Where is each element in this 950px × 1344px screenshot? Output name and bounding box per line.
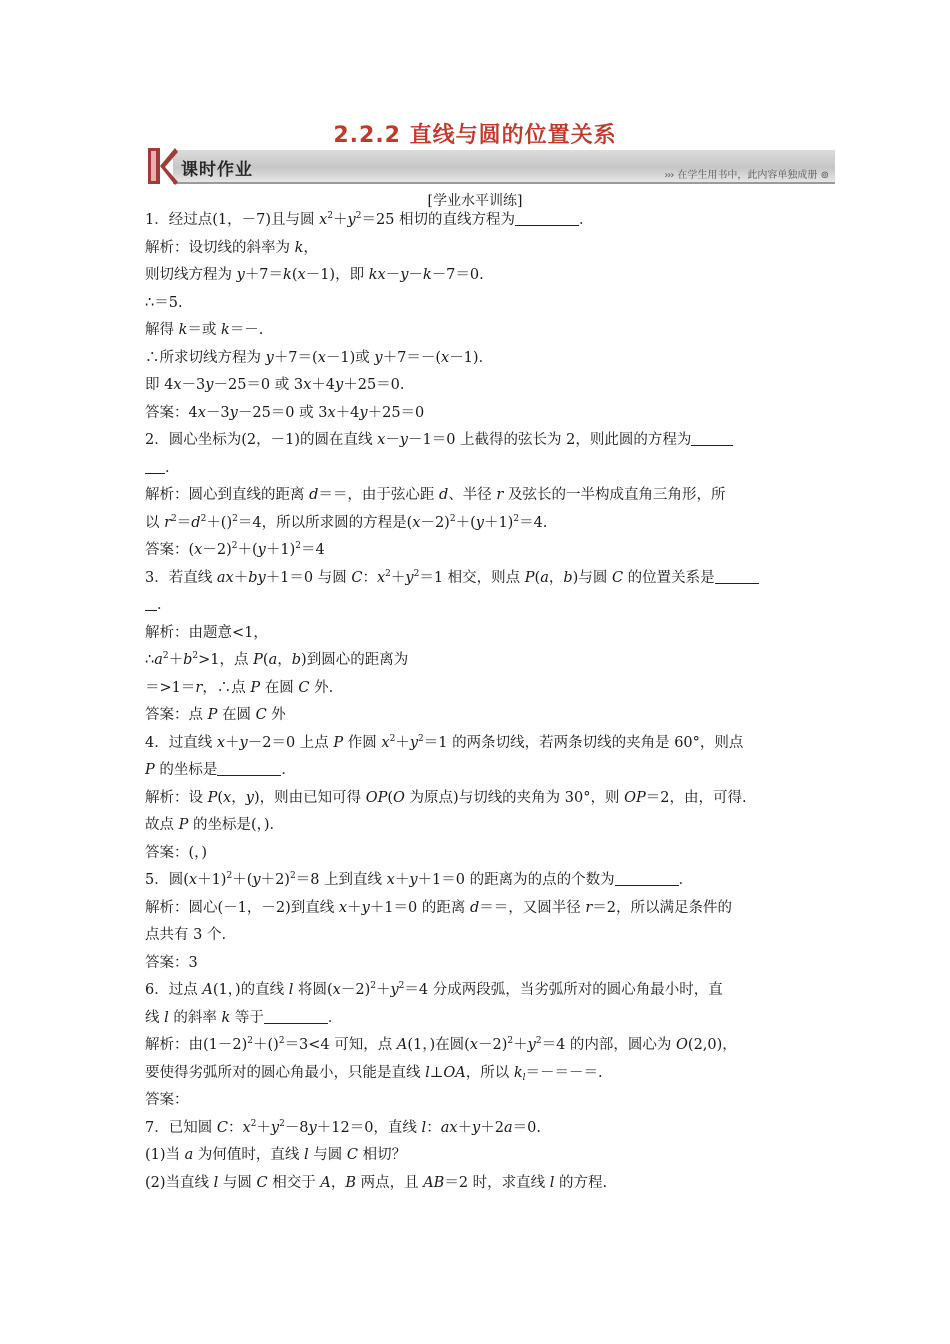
q6-answer: 答案： [145, 1092, 189, 1108]
q5-solution-1: 解析：圆心(－1，－2)到直线 x＋y＋1＝0 的距离 d＝＝，又圆半径 r＝2，所以满足条件的 [145, 899, 733, 916]
q1-solution-5: ∴所求切线方程为 y＋7＝(x－1)或 y＋7＝－(x－1)． [145, 349, 494, 366]
q1-solution-3: ∴＝5. [145, 294, 183, 311]
q4-solution-2: 故点 P 的坐标是(，)． [145, 817, 285, 833]
answer-blank [264, 1007, 328, 1024]
q1-answer: 答案：4x－3y－25＝0 或 3x＋4y＋25＝0 [145, 404, 425, 421]
q7-part-1: (1)当 a 为何值时，直线 l 与圆 C 相切？ [145, 1147, 407, 1163]
page-title: 2.2.2 直线与圆的位置关系 [333, 123, 617, 148]
q1-solution-1: 解析：设切线的斜率为 k， [145, 239, 318, 256]
q7-prompt: 7．已知圆 C：$x^2+y^2-8y+12=0$，直线 l：ax＋y＋2a＝0. [145, 1118, 541, 1136]
problem-list [145, 207, 815, 1197]
q4-answer: 答案：(，) [145, 844, 208, 861]
q4-prompt-2: P 的坐标是 ． [145, 757, 815, 785]
answer-blank [217, 759, 281, 776]
q3-solution-3: ＝>1＝r，∴点 P 在圆 C 外. [145, 679, 334, 696]
banner-note-text: 在学生用书中，此内容单独成册 [677, 170, 818, 181]
q3-answer: 答案：点 P 在圆 C 外 [145, 707, 286, 723]
q5-solution-2: 点共有 3 个. [145, 927, 227, 943]
q7-part-2: (2)当直线 l 与圆 C 相交于 A，B 两点，且 AB＝2 时，求直线 l 的方程. [145, 1174, 608, 1191]
q1-solution-2: 则切线方程为 y＋7＝k(x－1)，即 kx－y－k－7＝0. [145, 267, 484, 283]
q4-prompt-1: 4．过直线 x＋y－2＝0 上点 P 作圆 $x^2+y^2=1$ 的两条切线，若两条切线的夹角是 60°，则点 [145, 733, 744, 751]
answer-blank [715, 567, 759, 584]
answer-blank [515, 209, 579, 226]
q3-prompt-1: 3．若直线 ax＋by＋1＝0 与圆 C：$x^2+y^2=1$ 相交，则点 P(a，b)与圆 C 的位置关系是 [145, 565, 815, 593]
q1-prompt: 1．经过点(1，－7)且与圆 $x^2+y^2=25$ 相切的直线方程为 ． [145, 211, 594, 228]
q6-solution-1: 解析：由$(1-2)^2+()^2=3<4$ 可知，点 A(1，)在圆$(x-2)^2+y^2=4$ 的内部，圆心为 O(2,0)， [145, 1036, 737, 1053]
answer-blank [145, 594, 157, 611]
q1-solution-6: 即 4x－3y－25＝0 或 3x＋4y＋25＝0. [145, 377, 405, 393]
q6-prompt-1: 6．过点 A(1，)的直线 l 将圆$(x-2)^2+y^2=4$ 分成两段弧，当劣弧所对的圆心角最小时，直 [145, 981, 723, 998]
lesson-banner [145, 146, 835, 186]
q2-solution-1: 解析：圆心到直线的距离 d＝＝，由于弦心距 d、半径 r 及弦长的一半构成直角三角形，所 [145, 487, 726, 503]
banner-note [664, 166, 829, 181]
q5-prompt: 5．圆$(x+1)^2+(y+2)^2=8$ 上到直线 x＋y＋1＝0 的距离为的点的个数为 ． [145, 871, 694, 888]
q6-solution-2: 要使得劣弧所对的圆心角最小，只能是直线 l⊥OA，所以 $k_l=-=-=$. [145, 1064, 603, 1083]
answer-blank [615, 869, 679, 886]
q3-prompt-2: ． [145, 592, 815, 620]
answer-blank [145, 457, 165, 474]
q2-prompt-2: ． [145, 455, 815, 483]
arrow-glyphs-icon: ››› [664, 170, 674, 181]
q3-solution-2: $\therefore a^2+b^2>1$，点 P(a，b)到圆心的距离为 [145, 651, 409, 668]
q2-prompt-1: 2．圆心坐标为(2，－1)的圆在直线 x－y－1＝0 上截得的弦长为 2，则此圆的方程为 [145, 427, 815, 455]
banner-label: 课时作业 [181, 160, 253, 180]
target-glyph-icon: ⊚ [820, 170, 829, 181]
q3-solution-1: 解析：由题意<1， [145, 624, 268, 641]
q6-prompt-2: 线 l 的斜率 k 等于 ． [145, 1005, 815, 1033]
q5-answer: 答案：3 [145, 954, 198, 971]
q2-solution-2: 以 $r^2=d^2+()^2=4$，所以所求圆的方程是$(x-2)^2+(y+1)^2=4$. [145, 513, 548, 531]
q4-solution-1: 解析：设 P(x，y)，则由已知可得 OP(O 为原点)与切线的夹角为 30°，则 OP＝2，由，可得. [145, 789, 747, 806]
answer-blank [691, 429, 733, 446]
q2-answer: 答案：$(x-2)^2+(y+1)^2=4$ [145, 541, 325, 558]
section-heading: [学业水平训练] [427, 193, 523, 209]
k-logo-icon [145, 146, 179, 186]
q1-solution-4: 解得 k＝或 k＝－. [145, 322, 264, 338]
